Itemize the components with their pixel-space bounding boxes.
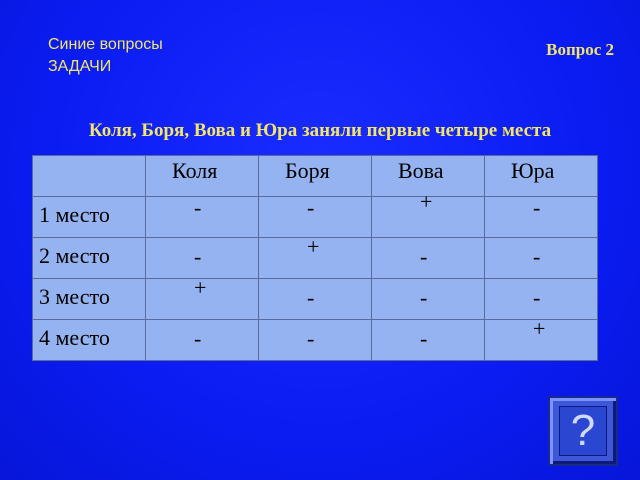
table-cell: - xyxy=(146,320,259,361)
category-title: Синие вопросы xyxy=(48,36,163,53)
row-label: 3 место xyxy=(33,279,146,320)
row-label: 1 место xyxy=(33,197,146,238)
table-cell: + xyxy=(259,238,372,279)
table-cell: - xyxy=(146,197,259,238)
table-cell: - xyxy=(485,197,598,238)
column-header-vova: Вова xyxy=(372,156,485,197)
table-cell: + xyxy=(146,279,259,320)
table-cell: - xyxy=(146,238,259,279)
question-text: Коля, Боря, Вова и Юра заняли первые четыре места xyxy=(88,120,552,141)
table-cell: - xyxy=(485,279,598,320)
table-cell: + xyxy=(372,197,485,238)
table-cell: - xyxy=(372,279,485,320)
column-header-kolya: Коля xyxy=(146,156,259,197)
column-header-borya: Боря xyxy=(259,156,372,197)
help-button[interactable] xyxy=(548,396,618,466)
help-glyph: ? xyxy=(570,406,596,455)
row-label: 2 место xyxy=(33,238,146,279)
table-row xyxy=(33,279,598,320)
question-mark-icon xyxy=(559,406,607,456)
table-row xyxy=(33,238,598,279)
table-header-row xyxy=(33,156,598,197)
table-cell: - xyxy=(259,279,372,320)
table-cell: - xyxy=(259,197,372,238)
table-row xyxy=(33,197,598,238)
table-cell: - xyxy=(485,238,598,279)
answer-table xyxy=(32,155,598,361)
table-corner-cell xyxy=(33,156,146,197)
table-cell: - xyxy=(372,238,485,279)
question-number: Вопрос 2 xyxy=(546,40,614,59)
category-subtitle: ЗАДАЧИ xyxy=(48,58,112,75)
header-left xyxy=(48,34,163,78)
column-header-yura: Юра xyxy=(485,156,598,197)
table-cell: + xyxy=(485,320,598,361)
table-cell: - xyxy=(259,320,372,361)
table-row xyxy=(33,320,598,361)
table-cell: - xyxy=(372,320,485,361)
row-label: 4 место xyxy=(33,320,146,361)
